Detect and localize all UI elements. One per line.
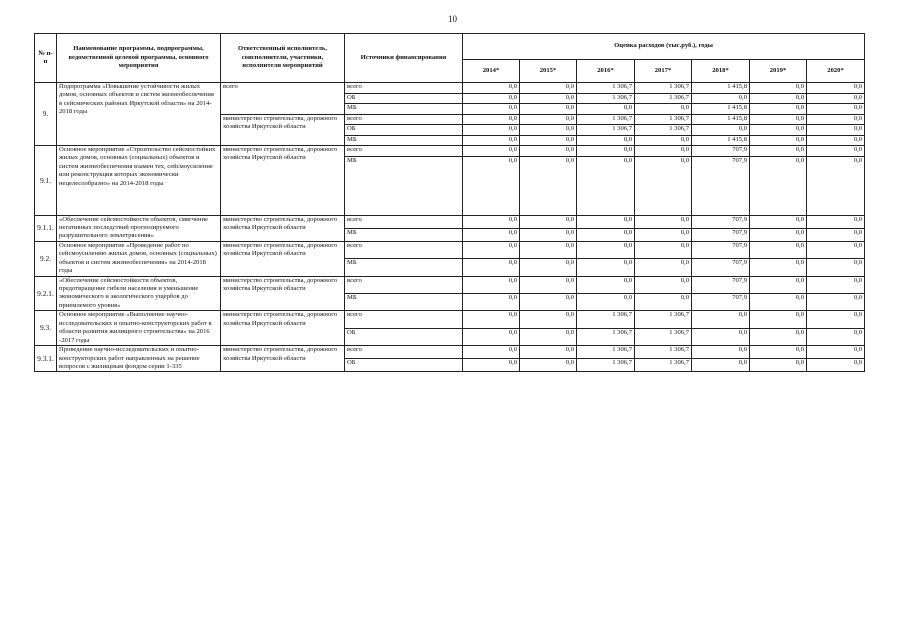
cost-value: 0,0 <box>577 259 635 276</box>
header-year: 2018* <box>692 60 750 83</box>
cost-value: 1 306,7 <box>635 93 692 104</box>
cost-value: 0,0 <box>807 83 865 94</box>
cost-value: 0,0 <box>635 276 692 293</box>
cost-value: 0,0 <box>520 104 577 115</box>
cost-value: 0,0 <box>750 346 807 359</box>
cost-value: 0,0 <box>750 83 807 94</box>
cost-value: 1 306,7 <box>577 93 635 104</box>
funding-source: МБ <box>345 156 463 215</box>
cost-value: 0,0 <box>750 146 807 157</box>
cost-value: 0,0 <box>463 359 520 372</box>
cost-value: 1 306,7 <box>635 125 692 136</box>
program-name: Основное мероприятие «Проведение работ по сейсмоусилению жилых домов, основных (социальных) объектов и систем жизнеобеспечения» на 2014-2018 годы <box>57 241 221 276</box>
cost-value: 0,0 <box>577 135 635 146</box>
program-name: «Обеспечение сейсмостойкости объектов, предотвращение гибели населения и уменьшение экономического и экологического ущербов до приемлемого уровня» <box>57 276 221 311</box>
table-row <box>35 311 865 328</box>
executor-name: министерство строительства, дорожного хозяйства Иркутской области <box>221 346 345 372</box>
cost-value: 1 415,8 <box>692 135 750 146</box>
cost-value: 1 306,7 <box>635 311 692 328</box>
cost-value: 0,0 <box>692 311 750 328</box>
funding-source: МБ <box>345 293 463 310</box>
cost-value: 1 415,8 <box>692 104 750 115</box>
funding-source: МБ <box>345 259 463 276</box>
cost-value: 0,0 <box>463 346 520 359</box>
table-row <box>35 241 865 258</box>
cost-value: 0,0 <box>520 114 577 125</box>
cost-value: 0,0 <box>520 156 577 215</box>
cost-value: 0,0 <box>750 114 807 125</box>
cost-value: 0,0 <box>807 293 865 310</box>
cost-value: 0,0 <box>750 293 807 310</box>
cost-value: 0,0 <box>807 135 865 146</box>
funding-source: ОБ <box>345 328 463 345</box>
cost-value: 0,0 <box>807 346 865 359</box>
cost-value: 0,0 <box>807 93 865 104</box>
budget-table <box>34 33 865 372</box>
funding-source: МБ <box>345 135 463 146</box>
cost-value: 1 306,7 <box>577 311 635 328</box>
cost-value: 1 306,7 <box>577 359 635 372</box>
cost-value: 1 306,7 <box>577 346 635 359</box>
funding-source: всего <box>345 276 463 293</box>
cost-value: 0,0 <box>463 241 520 258</box>
cost-value: 0,0 <box>750 93 807 104</box>
cost-value: 0,0 <box>692 125 750 136</box>
table-row <box>35 276 865 293</box>
cost-value: 707,9 <box>692 259 750 276</box>
cost-value: 0,0 <box>635 241 692 258</box>
table-row <box>35 215 865 228</box>
cost-value: 0,0 <box>750 328 807 345</box>
cost-value: 0,0 <box>463 135 520 146</box>
funding-source: всего <box>345 83 463 94</box>
cost-value: 0,0 <box>520 228 577 241</box>
cost-value: 0,0 <box>750 259 807 276</box>
cost-value: 0,0 <box>463 93 520 104</box>
cost-value: 1 415,8 <box>692 114 750 125</box>
cost-value: 0,0 <box>577 276 635 293</box>
cost-value: 0,0 <box>463 259 520 276</box>
cost-value: 1 415,8 <box>692 83 750 94</box>
executor-name: министерство строительства, дорожного хозяйства Иркутской области <box>221 146 345 216</box>
cost-value: 0,0 <box>692 359 750 372</box>
cost-value: 0,0 <box>520 93 577 104</box>
cost-value: 1 306,7 <box>635 114 692 125</box>
cost-value: 0,0 <box>577 215 635 228</box>
cost-value: 0,0 <box>750 104 807 115</box>
cost-value: 0,0 <box>463 125 520 136</box>
cost-value: 0,0 <box>750 156 807 215</box>
header-year: 2020* <box>807 60 865 83</box>
cost-value: 0,0 <box>520 241 577 258</box>
funding-source: всего <box>345 146 463 157</box>
cost-value: 0,0 <box>807 156 865 215</box>
cost-value: 0,0 <box>577 156 635 215</box>
cost-value: 0,0 <box>463 228 520 241</box>
cost-value: 0,0 <box>635 146 692 157</box>
cost-value: 0,0 <box>635 104 692 115</box>
cost-value: 0,0 <box>463 328 520 345</box>
funding-source: МБ <box>345 104 463 115</box>
header-program: Наименование программы, подпрограммы, ведомственной целевой программы, основного мероприятия <box>57 34 221 83</box>
cost-value: 0,0 <box>520 259 577 276</box>
header-source: Источники финансирования <box>345 34 463 83</box>
cost-value: 0,0 <box>635 135 692 146</box>
program-name: Проведение научно-исследовательских и опытно-конструкторских работ направленных на решение вопросов с жилищным фондом серии 1-335 <box>57 346 221 372</box>
cost-value: 0,0 <box>750 125 807 136</box>
executor-name: министерство строительства, дорожного хозяйства Иркутской области <box>221 276 345 311</box>
header-year: 2015* <box>520 60 577 83</box>
cost-value: 707,9 <box>692 276 750 293</box>
cost-value: 0,0 <box>635 156 692 215</box>
cost-value: 1 306,7 <box>577 83 635 94</box>
cost-value: 0,0 <box>577 293 635 310</box>
cost-value: 0,0 <box>750 215 807 228</box>
cost-value: 0,0 <box>463 156 520 215</box>
cost-value: 0,0 <box>807 215 865 228</box>
header-estimate: Оценка расходов (тыс.руб.), годы <box>463 34 865 60</box>
program-name: Основное мероприятие «Строительство сейсмостойких жилых домов, основных (социальных) объектов и систем жизнеобеспечения взамен тех, сейсмоусиление или реконструкция которых экономически нецелесообразно» на 2014-2018 годы <box>57 146 221 216</box>
cost-value: 0,0 <box>692 328 750 345</box>
cost-value: 0,0 <box>750 311 807 328</box>
table-row <box>35 146 865 157</box>
executor-name: министерство строительства, дорожного хозяйства Иркутской области <box>221 114 345 146</box>
cost-value: 0,0 <box>463 83 520 94</box>
cost-value: 0,0 <box>520 293 577 310</box>
cost-value: 0,0 <box>635 293 692 310</box>
cost-value: 0,0 <box>807 259 865 276</box>
funding-source: ОБ <box>345 93 463 104</box>
program-name: Основное мероприятие «Выполнение научно-исследовательских и опытно-конструкторских работ в области развития жилищного строительства» на 2016 -2017 годы <box>57 311 221 346</box>
program-name: Подпрограмма «Повышение устойчивости жилых домов, основных объектов и систем жизнеобеспечения в сейсмических районах Иркутской области» на 2014-2018 годы <box>57 83 221 146</box>
cost-value: 0,0 <box>807 241 865 258</box>
cost-value: 707,9 <box>692 215 750 228</box>
cost-value: 1 306,7 <box>577 125 635 136</box>
row-index: 9.2.1. <box>35 276 57 311</box>
executor-name: министерство строительства, дорожного хозяйства Иркутской области <box>221 215 345 241</box>
row-index: 9. <box>35 83 57 146</box>
header-index: № п-п <box>35 34 57 83</box>
cost-value: 0,0 <box>807 104 865 115</box>
header-year: 2016* <box>577 60 635 83</box>
cost-value: 0,0 <box>520 311 577 328</box>
cost-value: 707,9 <box>692 241 750 258</box>
cost-value: 0,0 <box>520 346 577 359</box>
cost-value: 0,0 <box>463 276 520 293</box>
cost-value: 707,9 <box>692 146 750 157</box>
table-row <box>35 83 865 94</box>
cost-value: 0,0 <box>807 146 865 157</box>
cost-value: 707,9 <box>692 156 750 215</box>
cost-value: 1 306,7 <box>577 114 635 125</box>
cost-value: 1 306,7 <box>635 328 692 345</box>
cost-value: 0,0 <box>807 359 865 372</box>
cost-value: 0,0 <box>807 276 865 293</box>
header-executor: Ответственный исполнитель, соисполнители, участники, исполнители мероприятий <box>221 34 345 83</box>
row-index: 9.2. <box>35 241 57 276</box>
cost-value: 707,9 <box>692 293 750 310</box>
header-year: 2014* <box>463 60 520 83</box>
table-row <box>35 346 865 359</box>
cost-value: 0,0 <box>807 125 865 136</box>
funding-source: всего <box>345 241 463 258</box>
cost-value: 0,0 <box>577 146 635 157</box>
funding-source: всего <box>345 215 463 228</box>
cost-value: 1 306,7 <box>635 83 692 94</box>
row-index: 9.3. <box>35 311 57 346</box>
executor-name: министерство строительства, дорожного хозяйства Иркутской области <box>221 241 345 276</box>
cost-value: 0,0 <box>520 146 577 157</box>
cost-value: 0,0 <box>463 215 520 228</box>
cost-value: 0,0 <box>692 93 750 104</box>
row-index: 9.1. <box>35 146 57 216</box>
cost-value: 0,0 <box>635 259 692 276</box>
cost-value: 0,0 <box>463 114 520 125</box>
cost-value: 0,0 <box>635 228 692 241</box>
cost-value: 1 306,7 <box>635 346 692 359</box>
cost-value: 0,0 <box>520 359 577 372</box>
cost-value: 1 306,7 <box>635 359 692 372</box>
cost-value: 0,0 <box>520 83 577 94</box>
cost-value: 0,0 <box>807 114 865 125</box>
cost-value: 0,0 <box>520 276 577 293</box>
funding-source: всего <box>345 114 463 125</box>
cost-value: 0,0 <box>463 311 520 328</box>
cost-value: 707,9 <box>692 228 750 241</box>
cost-value: 0,0 <box>750 276 807 293</box>
executor-name: всего <box>221 83 345 115</box>
funding-source: ОБ <box>345 125 463 136</box>
cost-value: 0,0 <box>520 215 577 228</box>
header-year: 2019* <box>750 60 807 83</box>
cost-value: 0,0 <box>750 241 807 258</box>
page-number: 10 <box>448 14 457 24</box>
cost-value: 0,0 <box>807 228 865 241</box>
cost-value: 0,0 <box>520 135 577 146</box>
executor-name: министерство строительства, дорожного хозяйства Иркутской области <box>221 311 345 346</box>
header-year: 2017* <box>635 60 692 83</box>
cost-value: 0,0 <box>807 311 865 328</box>
funding-source: МБ <box>345 228 463 241</box>
cost-value: 0,0 <box>750 135 807 146</box>
funding-source: ОБ <box>345 359 463 372</box>
cost-value: 0,0 <box>520 328 577 345</box>
cost-value: 0,0 <box>463 293 520 310</box>
cost-value: 0,0 <box>807 328 865 345</box>
funding-source: всего <box>345 311 463 328</box>
cost-value: 0,0 <box>692 346 750 359</box>
program-name: «Обеспечение сейсмостойкости объектов, смягчение негативных последствий прогнозируемого разрушительного землетрясения» <box>57 215 221 241</box>
cost-value: 1 306,7 <box>577 328 635 345</box>
cost-value: 0,0 <box>463 146 520 157</box>
cost-value: 0,0 <box>577 228 635 241</box>
cost-value: 0,0 <box>520 125 577 136</box>
cost-value: 0,0 <box>750 359 807 372</box>
cost-value: 0,0 <box>577 104 635 115</box>
row-index: 9.1.1. <box>35 215 57 241</box>
row-index: 9.3.1. <box>35 346 57 372</box>
cost-value: 0,0 <box>750 228 807 241</box>
table-body <box>35 83 865 372</box>
cost-value: 0,0 <box>635 215 692 228</box>
cost-value: 0,0 <box>577 241 635 258</box>
cost-value: 0,0 <box>463 104 520 115</box>
funding-source: всего <box>345 346 463 359</box>
